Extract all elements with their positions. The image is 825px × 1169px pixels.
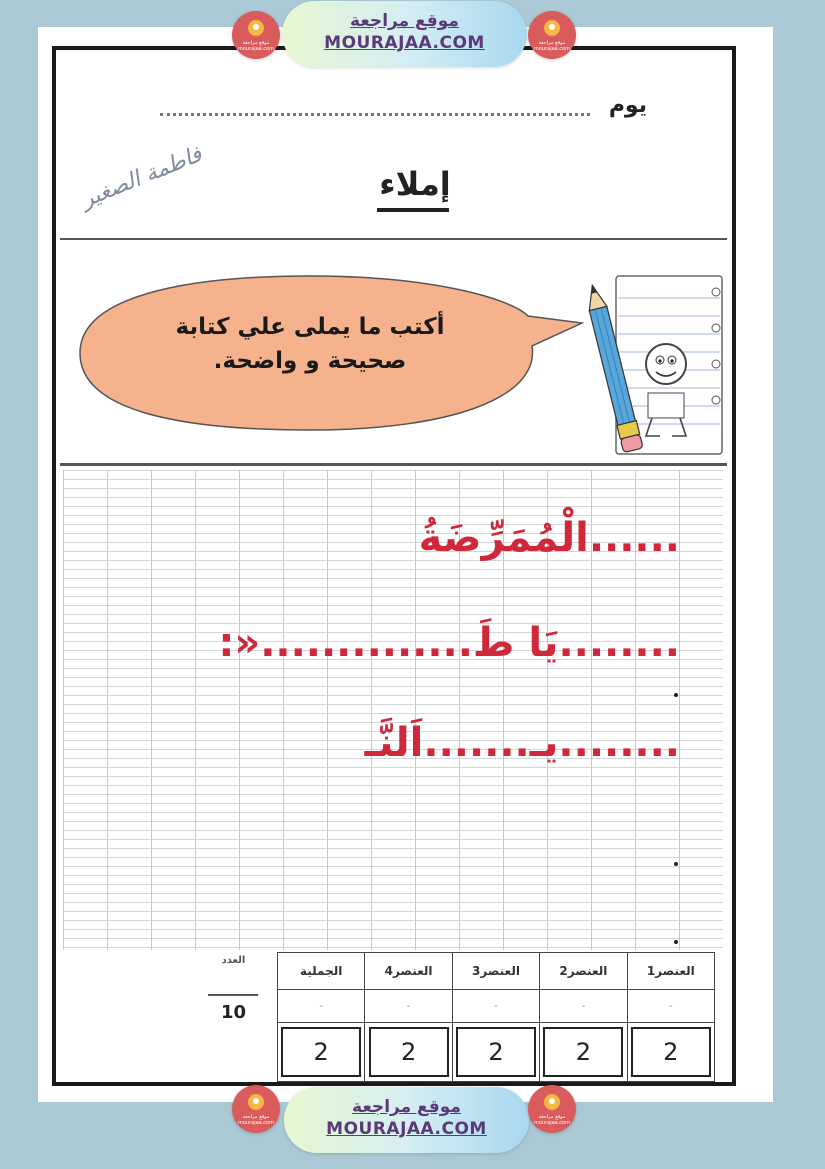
grade-divider (208, 994, 258, 996)
criterion-header: العنصر4 (365, 953, 452, 990)
watermark-arabic: موقع مراجعة (352, 1097, 461, 1117)
logo-right-bottom (528, 1085, 576, 1133)
grade-header: العدد (221, 954, 246, 966)
score-placeholder: - (452, 990, 539, 1023)
total-header: الجملية (277, 953, 364, 990)
score-cell[interactable] (365, 1023, 452, 1082)
section-divider (60, 463, 727, 466)
logo-text: موقع مراجعة mourajaa.com (237, 40, 274, 52)
instruction-line-2: صحيحة و واضحة. (213, 348, 407, 374)
title-underline (377, 208, 449, 212)
score-cell[interactable] (452, 1023, 539, 1082)
logo-text: موقع مراجعة mourajaa.com (237, 1114, 274, 1126)
watermark-banner-top[interactable] (282, 1, 527, 67)
score-box: 2 (543, 1027, 623, 1077)
line-marker (674, 862, 678, 866)
criterion-header: العنصر3 (452, 953, 539, 990)
sun-icon (544, 1094, 560, 1110)
day-dotted-line (160, 113, 590, 116)
watermark-domain: MOURAJAA.COM (324, 33, 485, 53)
logo-text: موقع مراجعة mourajaa.com (533, 40, 570, 52)
score-cell[interactable] (540, 1023, 627, 1082)
logo-left-top (232, 11, 280, 59)
dictation-line-3: ........يـ.......اَلنَّـ (364, 720, 680, 766)
score-box: 2 (281, 1027, 361, 1077)
watermark-banner-bottom[interactable] (284, 1087, 529, 1153)
score-cell[interactable] (277, 1023, 364, 1082)
score-box: 2 (369, 1027, 449, 1077)
dictation-line-1: ......الْمُمَرِّضَةُ (418, 515, 680, 561)
score-placeholder: - (365, 990, 452, 1023)
score-placeholder: - (627, 990, 714, 1023)
score-box: 2 (631, 1027, 711, 1077)
instruction-bubble (70, 268, 590, 438)
logo-left-bottom (232, 1085, 280, 1133)
score-placeholder: - (540, 990, 627, 1023)
dictation-line-2: ........يَا طَ..............«: (218, 620, 680, 666)
instruction-line-1: أكتب ما يملى علي كتابة (175, 314, 445, 340)
section-divider (60, 238, 727, 240)
sun-icon (544, 20, 560, 36)
criterion-header: العنصر2 (540, 953, 627, 990)
teacher-signature: فاطمة الصغير (77, 142, 206, 213)
score-placeholder: - (277, 990, 364, 1023)
grade-column (190, 953, 277, 1082)
watermark-domain: MOURAJAA.COM (326, 1119, 487, 1139)
score-box: 2 (456, 1027, 536, 1077)
grade-total: 10 (220, 1001, 247, 1023)
logo-right-top (528, 11, 576, 59)
criterion-header: العنصر1 (627, 953, 714, 990)
score-table (190, 952, 715, 1082)
sun-icon (248, 20, 264, 36)
watermark-arabic: موقع مراجعة (350, 11, 459, 31)
logo-text: موقع مراجعة mourajaa.com (533, 1114, 570, 1126)
day-label: يوم (608, 93, 647, 118)
instruction-text (160, 310, 460, 378)
page-title: إملاء (379, 165, 451, 203)
score-cell[interactable] (627, 1023, 714, 1082)
sun-icon (248, 1094, 264, 1110)
line-marker (674, 940, 678, 944)
pencil-notebook-icon (588, 268, 728, 458)
line-marker (674, 693, 678, 697)
